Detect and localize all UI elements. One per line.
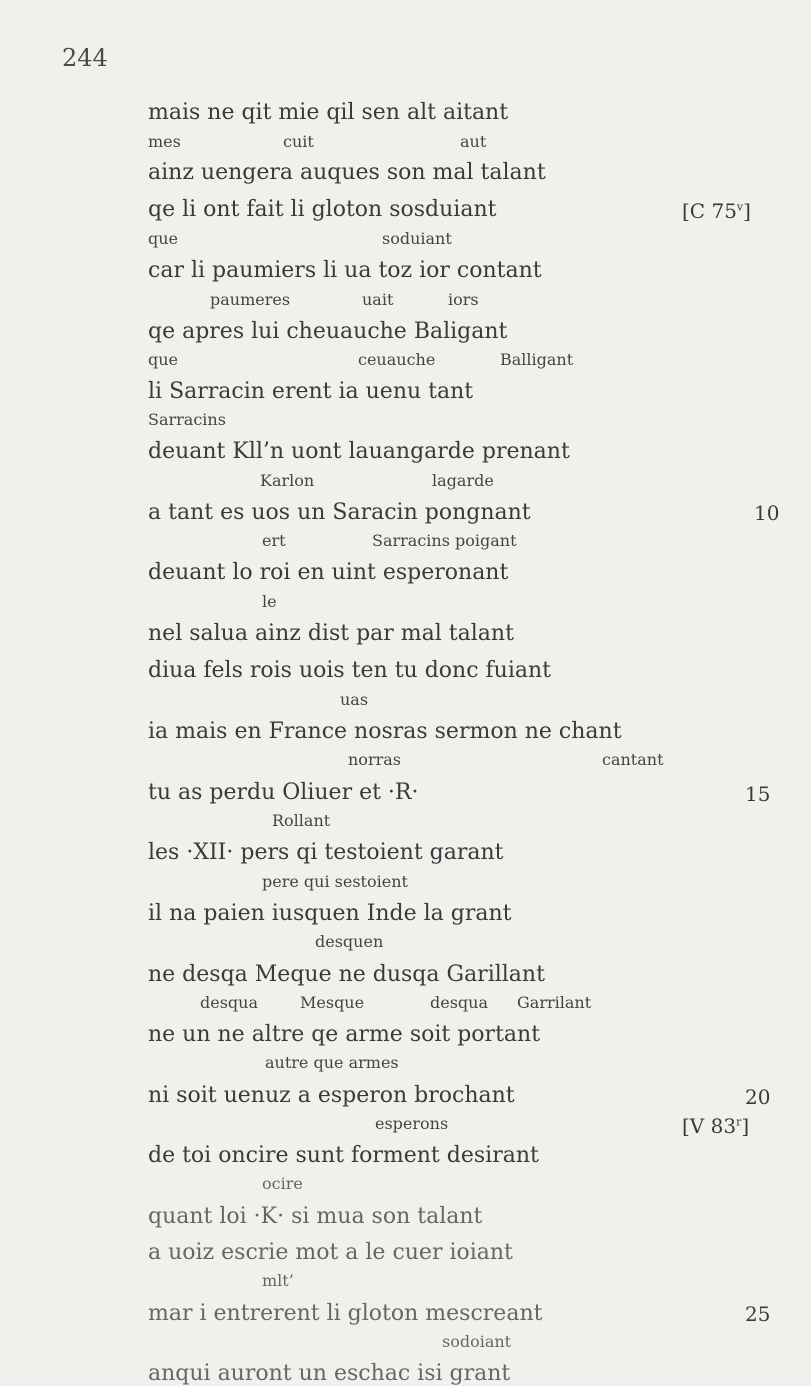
verse-line: tu as perdu Oliuer et ·R· (148, 780, 419, 805)
page-number: 244 (62, 44, 108, 72)
line-number: 25 (745, 1302, 771, 1326)
variant-reading: mes (148, 132, 181, 151)
variant-reading: Sarracins (148, 410, 226, 429)
verse-line: mais ne qit mie qil sen alt aitant (148, 100, 509, 125)
variant-reading: que (148, 229, 179, 248)
variant-reading: desqua (200, 993, 259, 1012)
margin-ref-c: [C 75$^v$] (682, 199, 751, 223)
verse-line: mar i entrerent li gloton mescreant (148, 1301, 543, 1326)
verse-line: qe apres lui cheuauche Baligant (148, 319, 508, 344)
variant-reading: uait (362, 290, 394, 309)
variant-reading: soduiant (382, 229, 452, 248)
variant-reading: cantant (602, 750, 664, 769)
variant-reading: mlt’ (262, 1271, 294, 1290)
variant-reading: aut (460, 132, 487, 151)
verse-line: li Sarracin erent ia uenu tant (148, 379, 474, 404)
variant-reading: ocire (262, 1174, 303, 1193)
variant-reading: ceuauche (358, 350, 436, 369)
variant-reading: esperons (375, 1114, 449, 1133)
variant-reading: que (148, 350, 179, 369)
variant-reading: Sarracins poigant (372, 531, 517, 550)
verse-line: qe li ont fait li gloton sosduiant (148, 197, 497, 222)
variant-reading: sodoiant (442, 1332, 512, 1351)
verse-line: ne un ne altre qe arme soit portant (148, 1022, 541, 1047)
variant-reading: Garrilant (517, 993, 592, 1012)
verse-line: de toi oncire sunt forment desirant (148, 1143, 539, 1168)
verse-line: ne desqa Meque ne dusqa Garillant (148, 962, 545, 987)
variant-reading: cuit (283, 132, 314, 151)
variant-reading: paumeres (210, 290, 291, 309)
variant-reading: pere qui sestoient (262, 872, 408, 891)
verse-line: car li paumiers li ua toz ior contant (148, 258, 542, 283)
variant-reading: Rollant (272, 811, 331, 830)
verse-line: ia mais en France nosras sermon ne chant (148, 719, 622, 744)
line-number: 15 (745, 782, 771, 806)
line-number: 10 (754, 501, 780, 525)
variant-reading: autre que armes (265, 1053, 399, 1072)
verse-line: deuant lo roi en uint esperonant (148, 560, 509, 585)
line-number: 20 (745, 1085, 771, 1109)
variant-reading: Karlon (260, 471, 315, 490)
variant-reading: desqua (430, 993, 489, 1012)
variant-reading: ert (262, 531, 286, 550)
verse-line: deuant Kll’n uont lauangarde prenant (148, 439, 570, 464)
verse-line: ainz uengera auques son mal talant (148, 160, 546, 185)
verse-line: les ·XII· pers qi testoient garant (148, 840, 504, 865)
variant-reading: iors (448, 290, 479, 309)
verse-line: diua fels rois uois ten tu donc fuiant (148, 658, 552, 683)
variant-reading: Mesque (300, 993, 365, 1012)
verse-line: anqui auront un eschac isi grant (148, 1361, 511, 1386)
variant-reading: desquen (315, 932, 384, 951)
variant-reading: Balligant (500, 350, 574, 369)
variant-reading: uas (340, 690, 369, 709)
verse-line: a tant es uos un Saracin pongnant (148, 500, 531, 525)
variant-reading: norras (348, 750, 401, 769)
verse-line: ni soit uenuz a esperon brochant (148, 1083, 515, 1108)
verse-line: nel salua ainz dist par mal talant (148, 621, 514, 646)
margin-ref-v: [V 83$^r$] (682, 1114, 750, 1138)
verse-line: quant loi ·K· si mua son talant (148, 1204, 483, 1229)
verse-line: il na paien iusquen Inde la grant (148, 901, 512, 926)
verse-line: a uoiz escrie mot a le cuer ioiant (148, 1240, 513, 1265)
variant-reading: lagarde (432, 471, 494, 490)
variant-reading: le (262, 592, 277, 611)
